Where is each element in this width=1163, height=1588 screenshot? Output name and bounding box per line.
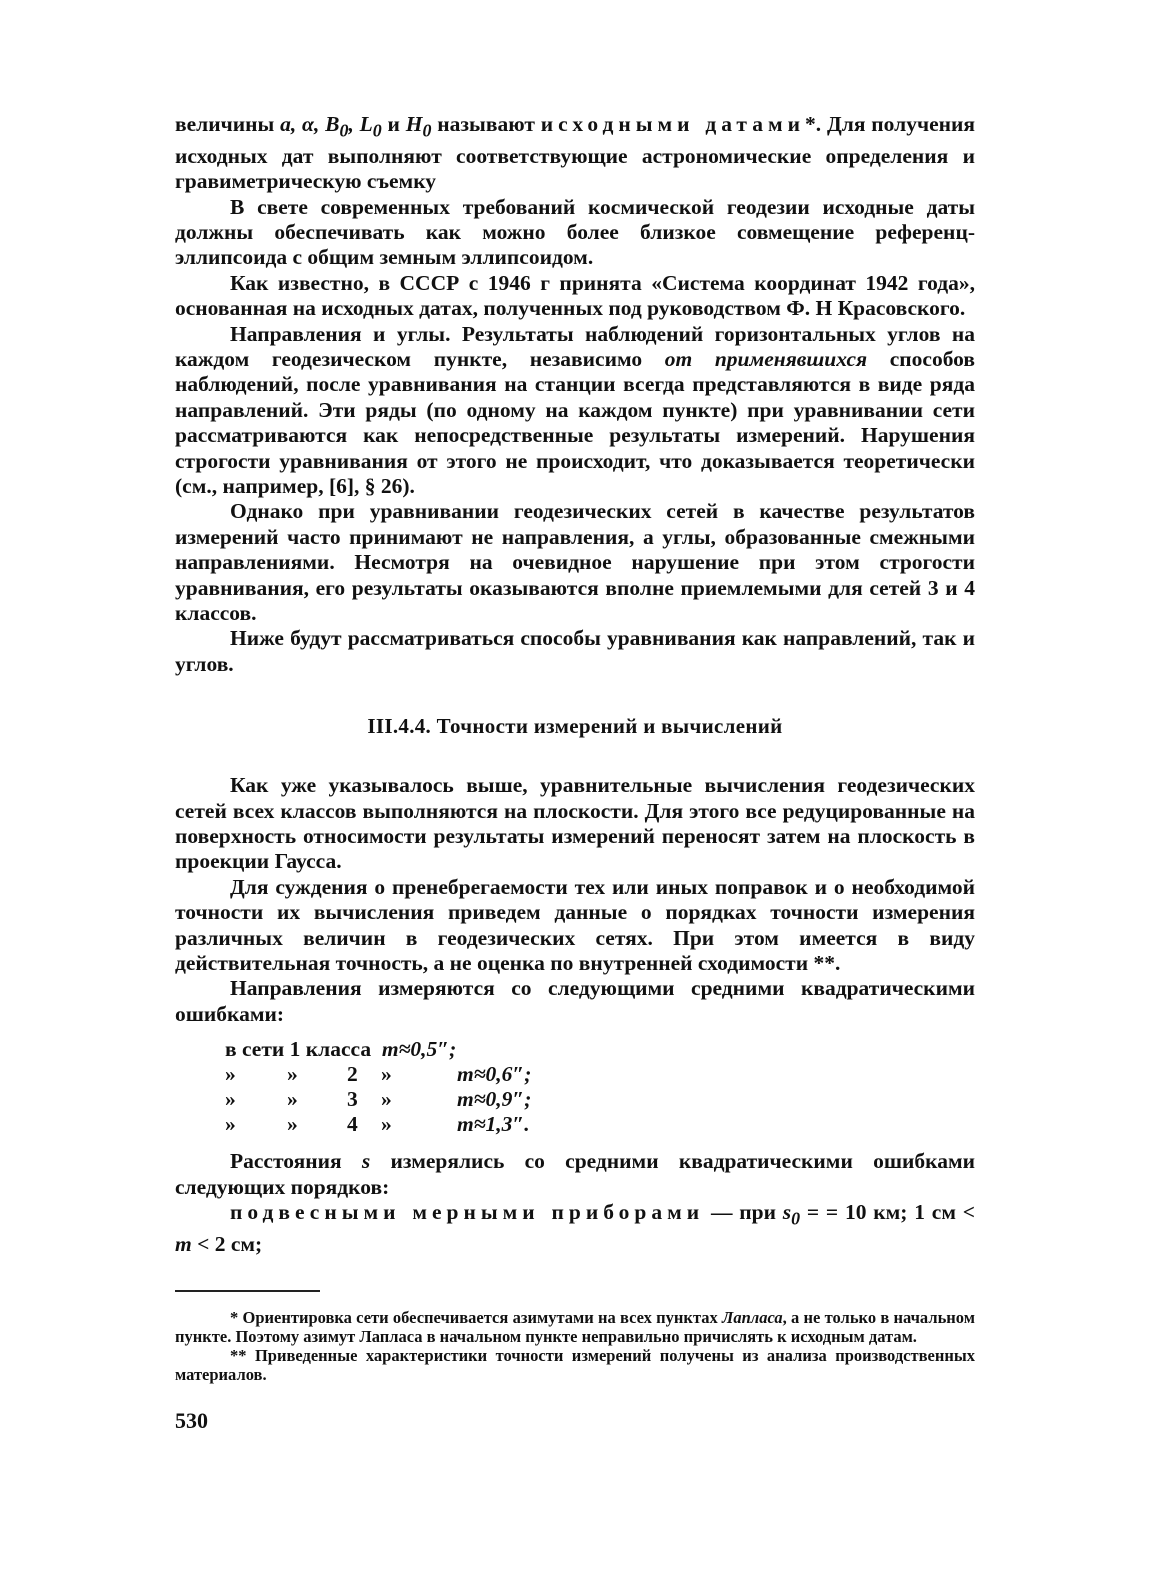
paragraph-directions-angles: Направления и углы. Результаты наблюдений горизонтальных углов на каждом геодезическом пункте, независимо от применявшихся способов наблюдений, после уравнивания на станции всегда представляются в виде ряда направлений. Эти ряды (по одному на каждом пункте) при уравнивании сети рассматриваются как непосредственные результаты измерений. Нарушения строгости уравнивания от этого не происходит, что доказывается теоретически (см., например, [6], § 26).: [175, 321, 976, 498]
text-run: называют: [437, 112, 541, 136]
footnote-1: * Ориентировка сети обеспечивается азимутами на всех пунктах Лапласа, а не только в начальном пункте. Поэтому азимут Лапласа в начальном пункте неправильно причислять к исходным датам.: [175, 1308, 975, 1347]
paragraph-plane-computation: Как уже указывалось выше, уравнительные вычисления геодезических сетей всех классов выполняются на плоскости. Для этого все редуцированные на поверхность относимости результаты измерений переносят затем на плоскость в проекции Гаусса.: [175, 773, 975, 874]
text-run: *. Для получения исходных дат выполняют соответствующие астрономические определения и гравиметрическую съемку: [175, 112, 976, 194]
paragraph-suspended-devices: подвесными мерными приборами — при $s_0$ = = 10 км; 1 см < m < 2 см;: [175, 1200, 975, 1256]
variables-a-alpha-b: a, α, $B_0$, $L_0$: [280, 112, 382, 141]
run-in-heading: Направления и углы.: [230, 321, 451, 346]
paragraph-space-geodesy: В свете современных требований космической геодезии исходные даты должны обеспечивать как можно более близкое совмещение референц-эллипсоида с общим земным эллипсоидом.: [175, 194, 975, 270]
footnote-divider: [175, 1290, 320, 1292]
list-item: » » 4 » m≈1,3″.: [225, 1112, 530, 1137]
text-run: величины: [175, 112, 281, 136]
paragraph-angles-adjustment: Однако при уравнивании геодезических сетей в качестве результатов измерений часто принимают не направления, а углы, образованные смежными направлениями. Несмотря на очевидное нарушение при этом строгости уравнивания, его результаты оказываются вполне приемлемыми для сетей 3 и 4 классов.: [175, 499, 975, 626]
list-item: » » 2 » m≈0,6″;: [225, 1062, 532, 1087]
accuracy-list: [175, 1037, 975, 1137]
paragraph-distance-errors: Расстояния s измерялись со средними квадратическими ошибками следующих порядков:: [175, 1149, 975, 1199]
list-item: » » 3 » m≈0,9″;: [225, 1087, 532, 1112]
section-heading: III.4.4. Точности измерений и вычислений: [367, 714, 783, 739]
term-initial-data: исходными датами: [540, 112, 806, 136]
list-item: в сети 1 класса m≈0,5″;: [225, 1037, 457, 1062]
text-run: и: [387, 112, 400, 136]
document-page: [175, 112, 975, 1434]
paragraph-methods-below: Ниже будут рассматриваться способы уравнивания как направлений, так и углов.: [175, 626, 975, 676]
paragraph-initial-data: величины a, α, $B_0$, $L_0$ и $H_0$ называют исходными датами*. Для получения исходных дат выполняют соответствующие астрономические определения и гравиметрическую съемку: [175, 112, 976, 194]
footnote-2: ** Приведенные характеристики точности измерений получены из анализа производственных материалов.: [175, 1346, 975, 1385]
page-number: 530: [175, 1408, 208, 1434]
paragraph-directions-errors: Направления измеряются со следующими средними квадратическими ошибками:: [175, 976, 975, 1026]
paragraph-accuracy-orders: Для суждения о пренебрегаемости тех или иных поправок и о необходимой точности их вычисления приведем данные о порядках точности измерения различных величин в геодезических сетях. При этом имеется в виду действительная точность, а не оценка по внутренней сходимости **.: [175, 874, 975, 976]
paragraph-ussr-1942: Как известно, в СССР с 1946 г принята «Система координат 1942 года», основанная на исходных датах, полученных под руководством Ф. Н Красовского.: [175, 270, 975, 321]
